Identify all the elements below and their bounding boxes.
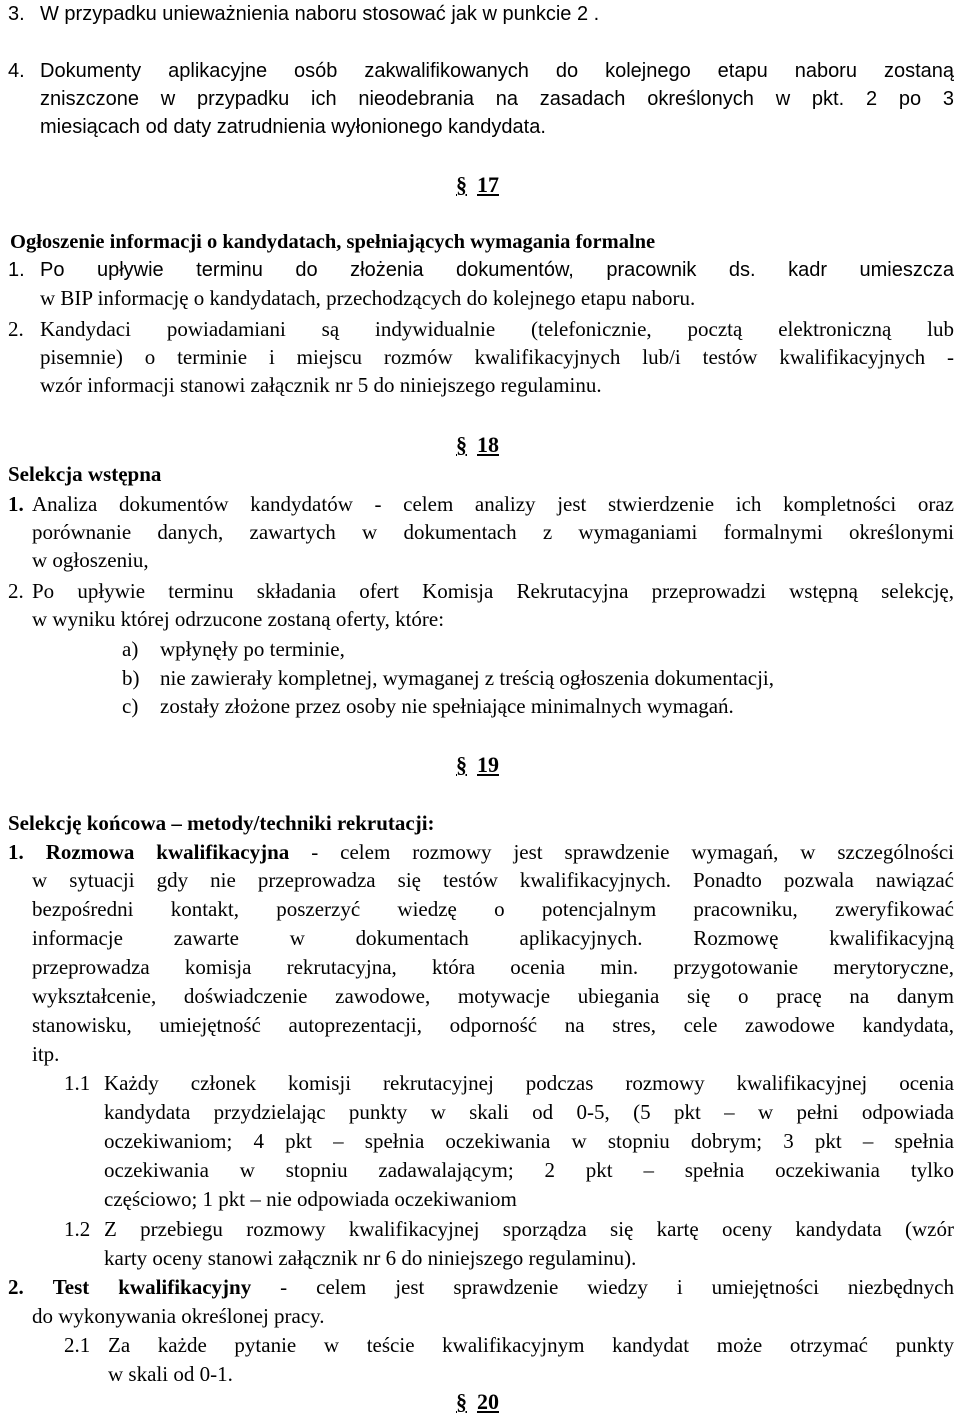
s19-p21-line-2: w skali od 0-1. (108, 1362, 233, 1386)
item-4-line-2: zniszczone w przypadku ich nieodebrania na zasadach określonych w pkt. 2 po 3 (40, 88, 954, 110)
s17-p2-number: 2. (8, 317, 24, 341)
s19-p21-number: 2.1 (64, 1333, 91, 1357)
item-3-number: 3. (8, 3, 25, 25)
s19-p2-line-1 (8, 1273, 954, 1301)
s18-sub-b-label: b) (122, 666, 140, 690)
s19-p2-number: 2. (8, 1275, 24, 1299)
section-19-marker (456, 750, 499, 780)
s19-p1-title: Rozmowa kwalifikacyjna (45, 840, 290, 864)
s18-sub-c-label: c) (122, 694, 139, 718)
section-18-heading: Selekcja wstępna (8, 462, 162, 486)
s18-sub-c-text: zostały złożone przez osoby nie spełniające minimalnych wymagań. (160, 694, 734, 718)
s18-p1-line-2: porównanie danych, zawartych w dokumentach z wymaganiami formalnymi określonymi (32, 520, 954, 544)
item-4-line-1: Dokumenty aplikacyjne osób zakwalifikowanych do kolejnego etapu naboru zostaną (40, 60, 954, 82)
s19-p12-number: 1.2 (64, 1217, 91, 1241)
s18-sub-b-text: nie zawierały kompletnej, wymaganej z treścią ogłoszenia dokumentacji, (160, 666, 775, 690)
s19-p1-line-7: stanowisku, umiejętność autoprezentacji, odporność na stres, cele zawodowe kandydata, (32, 1013, 954, 1037)
s19-p1-line-6: wykształcenie, doświadczenie zawodowe, motywacje ubiegania się o pracę na danym (32, 984, 954, 1008)
section-number: 19 (477, 752, 499, 777)
section-17-marker (456, 170, 499, 200)
s19-p11-line-5: częściowo; 1 pkt – nie odpowiada oczekiwaniom (104, 1187, 517, 1211)
s17-p2-line-1: Kandydaci powiadamiani są indywidualnie (telefonicznie, pocztą elektroniczną lub (40, 317, 954, 341)
s19-p1-line-5: przeprowadza komisja rekrutacyjna, która ocenia min. przygotowanie merytoryczne, (32, 955, 954, 979)
section-number: 18 (477, 432, 499, 457)
s19-p12-line-2: karty oceny stanowi załącznik nr 6 do niniejszego regulaminu). (104, 1246, 637, 1270)
s18-p2-line-2: w wyniku której odrzucone zostaną oferty, które: (32, 607, 445, 631)
s18-p1-line-1: Analiza dokumentów kandydatów - celem analizy jest stwierdzenie ich kompletności oraz (32, 492, 954, 516)
s17-p1-number: 1. (8, 259, 25, 281)
s19-p11-line-2: kandydata przydzielając punkty w skali od 0-5, (5 pkt – w pełni odpowiada (104, 1100, 954, 1124)
s19-p1-line-8: itp. (32, 1042, 60, 1066)
s19-p11-line-4: oczekiwania w stopniu zadawalającym; 2 pkt – spełnia oczekiwania tylko (104, 1158, 954, 1182)
s19-p11-line-1: Każdy członek komisji rekrutacyjnej podczas rozmowy kwalifikacyjnej ocenia (104, 1071, 954, 1095)
s18-p1-line-3: w ogłoszeniu, (32, 548, 149, 572)
s19-p1-line-1-rest: - celem rozmowy jest sprawdzenie wymagań, w szczególności (289, 840, 954, 864)
s19-p2-title: Test kwalifikacyjny (52, 1275, 252, 1299)
s17-p2-line-3: wzór informacji stanowi załącznik nr 5 do niniejszego regulaminu. (40, 373, 602, 397)
s17-p1-line-2: w BIP informację o kandydatach, przechodzących do kolejnego etapu naboru. (40, 286, 696, 310)
s19-p1-line-4: informacje zawarte w dokumentach aplikacyjnych. Rozmowę kwalifikacyjną (32, 926, 954, 950)
s19-p1-number: 1. (8, 840, 24, 864)
s18-p2-number: 2. (8, 579, 24, 603)
s19-p21-line-1: Za każde pytanie w teście kwalifikacyjnym kandydat może otrzymać punkty (108, 1333, 954, 1357)
section-sign: § (456, 1389, 467, 1414)
section-number: 17 (477, 172, 499, 197)
item-4-line-3: miesiącach od daty zatrudnienia wyłonionego kandydata. (40, 116, 546, 138)
s18-sub-a-text: wpłynęły po terminie, (160, 637, 345, 661)
section-number: 20 (477, 1389, 499, 1414)
section-sign: § (456, 172, 467, 197)
section-19-heading: Selekcję końcowa – metody/techniki rekrutacji: (8, 811, 435, 835)
s17-p2-line-2: pisemnie) o terminie i miejscu rozmów kwalifikacyjnych lub/i testów kwalifikacyjnych - (40, 345, 954, 369)
s19-p1-line-3: bezpośredni kontakt, poszerzyć wiedzę o potencjalnym pracowniku, zweryfikować (32, 897, 954, 921)
s17-p1-line-1: Po upływie terminu do złożenia dokumentów, pracownik ds. kadr umieszcza (40, 259, 954, 281)
s19-p2-line-2: do wykonywania określonej pracy. (32, 1304, 325, 1328)
s18-p2-line-1: Po upływie terminu składania ofert Komisja Rekrutacyjna przeprowadzi wstępną selekcję, (32, 579, 954, 603)
section-17-heading: Ogłoszenie informacji o kandydatach, spełniających wymagania formalne (10, 231, 656, 253)
item-4-number: 4. (8, 60, 25, 82)
s19-p11-line-3: oczekiwaniom; 4 pkt – spełnia oczekiwania w stopniu dobrym; 3 pkt – spełnia (104, 1129, 954, 1153)
section-18-marker (456, 430, 499, 460)
section-sign: § (456, 432, 467, 457)
s19-p11-number: 1.1 (64, 1071, 91, 1095)
s19-p2-line-1-rest: - celem jest sprawdzenie wiedzy i umiejętności niezbędnych (251, 1275, 954, 1299)
s18-sub-a-label: a) (122, 637, 139, 661)
section-20-marker (456, 1387, 499, 1417)
s19-p1-line-2: w sytuacji gdy nie przeprowadza się testów kwalifikacyjnych. Ponadto pozwala nawiązać (32, 868, 954, 892)
section-sign: § (456, 752, 467, 777)
item-3-text: W przypadku unieważnienia naboru stosować jak w punkcie 2 . (40, 3, 600, 25)
s19-p12-line-1: Z przebiegu rozmowy kwalifikacyjnej sporządza się kartę oceny kandydata (wzór (104, 1217, 954, 1241)
s18-p1-number: 1. (8, 492, 24, 516)
s19-p1-line-1 (8, 838, 954, 866)
